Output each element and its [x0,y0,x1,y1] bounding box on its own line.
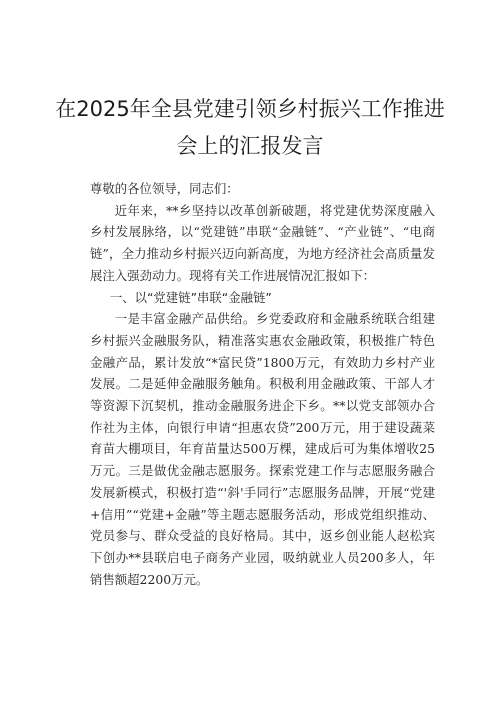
document-body [90,178,435,590]
section-heading: 一、以“党建链”串联“金融链” [109,289,272,305]
section-paragraph: 一是丰富金融产品供给。乡党委政府和金融系统联合组建乡村振兴金融服务队，精准落实惠农金融政策，积极推广特色金融产品，累计发放“*富民贷”1800万元，有效助力乡村产业发展。二是延伸金融服务触角。积极利用金融政策、干部人才等资源下沉契机，推动金融服务进企下乡。**以党支部领办合作社为主体，向银行申请“担惠农贷”200万元，用于建设蔬菜育苗大棚项目，年育苗量达500万棵，建成后可为集体增收25万元。三是做优金融志愿服务。探索党建工作与志愿服务融合发展新模式，积极打造“'斜'手同行”志愿服务品牌，开展“党建+信用”“党建+金融”等主题志愿服务活动，形成党组织推动、党员参与、群众受益的良好格局。其中，返乡创业能人赵松宾下创办**县联启电子商务产业园，吸纳就业人员200多人，年销售额超2200万元。 [90,311,435,587]
intro-paragraph: 近年来，**乡坚持以改革创新破题，将党建优势深度融入乡村发展脉络，以“党建链”串联“金融链”、“产业链”、“电商链”，全力推动乡村振兴迈向新高度，为地方经济社会高质量发展注入强劲动力。现将有关工作进展情况汇报如下： [90,202,435,283]
salutation: 尊敬的各位领导，同志们： [90,181,239,196]
document-title-line-2: 会上的汇报发言 [176,134,324,158]
document-title-line-1: 在2025年全县党建引领乡村振兴工作推进 [55,97,445,121]
